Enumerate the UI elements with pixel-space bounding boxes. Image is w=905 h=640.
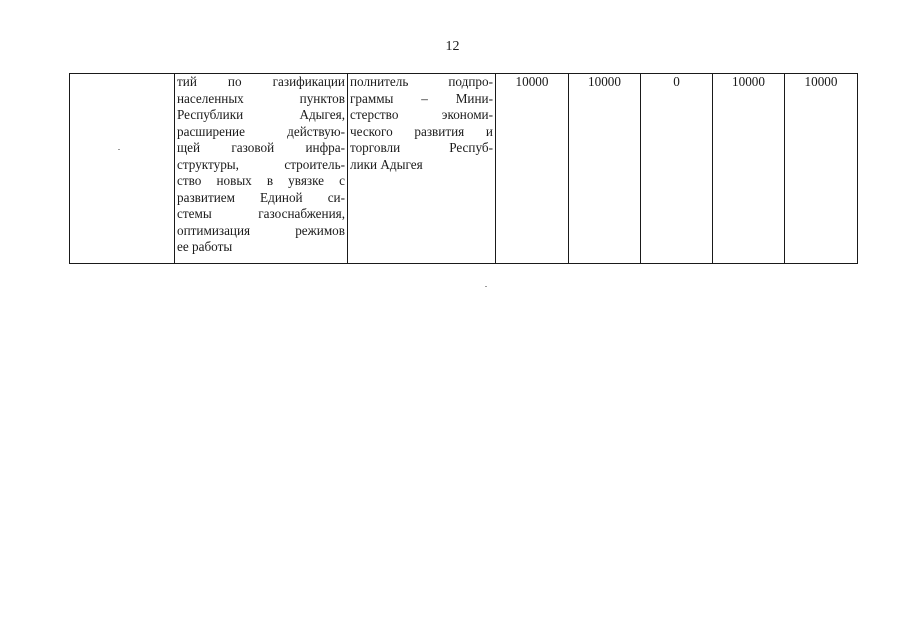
description-line: оптимизация режимов	[177, 222, 345, 238]
value-cell-5: 10000	[785, 74, 858, 264]
executor-line: ческого развития и	[350, 123, 493, 139]
description-line: расширение действую-	[177, 123, 345, 139]
executor-line: граммы – Мини-	[350, 90, 493, 106]
value-cell-1: 10000	[496, 74, 569, 264]
scan-speck	[118, 149, 120, 150]
description-cell	[175, 74, 348, 264]
executor-line: полнитель подпро-	[350, 74, 493, 89]
table-row	[70, 74, 858, 264]
executor-line: стерство экономи-	[350, 107, 493, 122]
description-line: ее работы	[177, 239, 233, 254]
description-line: Республики Адыгея,	[177, 107, 345, 122]
program-table	[69, 73, 858, 264]
value-cell-4: 10000	[713, 74, 785, 264]
executor-cell	[348, 74, 496, 264]
number-cell	[70, 74, 175, 264]
executor-line: торговли Респуб-	[350, 140, 493, 155]
description-line: стемы газоснабжения,	[177, 206, 345, 221]
description-line: тий по газификации	[177, 74, 345, 89]
description-line: структуры, строитель-	[177, 156, 345, 172]
description-line: развитием Единой си-	[177, 189, 345, 205]
value-cell-2: 10000	[569, 74, 641, 264]
description-line: щей газовой инфра-	[177, 140, 345, 155]
description-line: населенных пунктов	[177, 90, 345, 106]
value-cell-3: 0	[641, 74, 713, 264]
scan-speck	[485, 286, 487, 287]
executor-line: лики Адыгея	[350, 156, 423, 172]
description-line: ство новых в увязке с	[177, 173, 345, 188]
page-number: 12	[445, 39, 460, 54]
